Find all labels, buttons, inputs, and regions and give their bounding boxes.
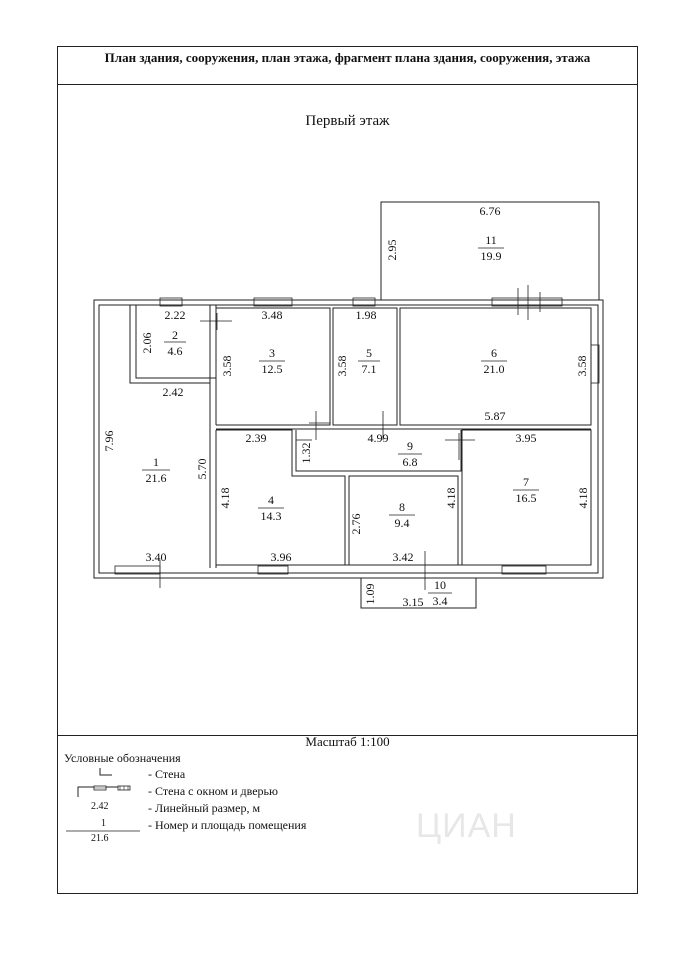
room-7-number: 7 — [523, 475, 529, 489]
legend-sample-dim: 2.42 — [91, 801, 109, 812]
floor-title: Первый этаж — [305, 113, 390, 129]
room-9-number: 9 — [407, 439, 413, 453]
dim-3-42: 3.42 — [392, 550, 414, 564]
dim-1-98: 1.98 — [355, 308, 377, 322]
dim-5-87: 5.87 — [484, 409, 506, 423]
dim-1-09: 1.09 — [363, 583, 377, 605]
legend-sample-area: 21.6 — [91, 833, 109, 844]
room-11-area: 19.9 — [480, 249, 502, 263]
dim-3-95: 3.95 — [515, 431, 537, 445]
dim-6-76: 6.76 — [479, 204, 501, 218]
room-7-area: 16.5 — [515, 491, 537, 505]
dim-4-18-room7: 4.18 — [576, 487, 590, 509]
document-header: План здания, сооружения, план этажа, фрагмент плана здания, сооружения, этажа — [58, 47, 637, 85]
dim-3-15: 3.15 — [402, 595, 424, 609]
room-9-area: 6.8 — [402, 455, 418, 469]
room-1-number: 1 — [153, 455, 159, 469]
legend-sample-num: 1 — [101, 818, 106, 829]
dim-4-18-room4: 4.18 — [218, 487, 232, 509]
dim-3-96: 3.96 — [270, 550, 292, 564]
watermark-logo: ЦИАН — [416, 807, 517, 845]
dim-4-99: 4.99 — [367, 431, 389, 445]
room-8-area: 9.4 — [394, 516, 410, 530]
room-8-number: 8 — [399, 500, 405, 514]
room-4-number: 4 — [268, 493, 274, 507]
room-2-area: 4.6 — [167, 344, 183, 358]
dim-2-06: 2.06 — [140, 332, 154, 354]
dim-3-58-room3: 3.58 — [220, 355, 234, 377]
legend-window-door-label: - Стена с окном и дверью — [148, 784, 278, 798]
room-5-number: 5 — [366, 346, 372, 360]
dim-7-96: 7.96 — [102, 430, 116, 452]
room-1-area: 21.6 — [145, 471, 167, 485]
legend-wall-label: - Стена — [148, 767, 186, 781]
dim-3-48: 3.48 — [261, 308, 283, 322]
scale-label: Масштаб 1:100 — [305, 734, 390, 749]
legend-dim-label: - Линейный размер, м — [148, 801, 261, 815]
room-6-area: 21.0 — [483, 362, 505, 376]
dim-2-95: 2.95 — [385, 239, 399, 261]
dim-2-42: 2.42 — [162, 385, 184, 399]
room-2-number: 2 — [172, 328, 178, 342]
dim-2-39: 2.39 — [245, 431, 267, 445]
room-10-number: 10 — [434, 578, 446, 592]
dim-1-32: 1.32 — [299, 442, 313, 464]
room-5-area: 7.1 — [361, 362, 377, 376]
dim-3-58-room5: 3.58 — [335, 355, 349, 377]
legend-title: Условные обозначения — [64, 751, 181, 765]
legend-room-label: - Номер и площадь помещения — [148, 818, 307, 832]
dim-3-40: 3.40 — [145, 550, 167, 564]
dim-3-58-room6: 3.58 — [575, 355, 589, 377]
room-3-number: 3 — [269, 346, 275, 360]
room-3-area: 12.5 — [261, 362, 283, 376]
dim-4-18-room8: 4.18 — [444, 487, 458, 509]
room-6-number: 6 — [491, 346, 497, 360]
dim-2-76: 2.76 — [349, 513, 363, 535]
dim-2-22: 2.22 — [164, 308, 186, 322]
dim-5-70: 5.70 — [195, 458, 209, 480]
room-4-area: 14.3 — [260, 509, 282, 523]
room-10-area: 3.4 — [432, 594, 448, 608]
room-11-number: 11 — [485, 233, 497, 247]
